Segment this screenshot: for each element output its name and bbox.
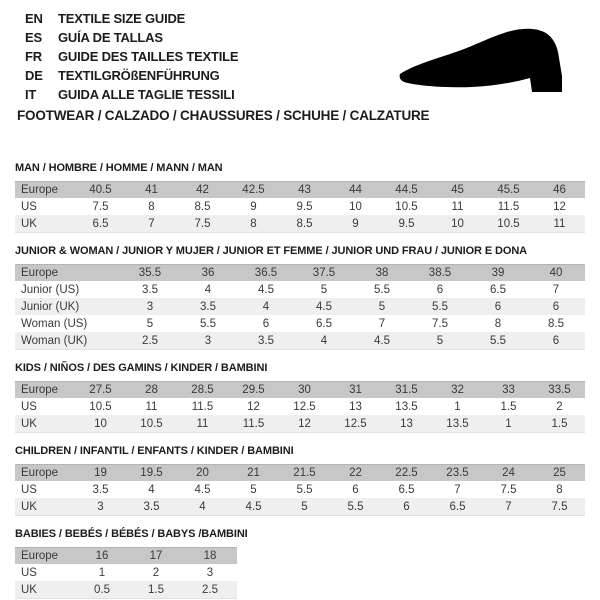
size-cell: 46 — [553, 184, 566, 196]
row-label: US — [21, 400, 37, 413]
size-row — [15, 281, 585, 298]
size-cell: 0.5 — [94, 583, 110, 596]
language-list — [25, 9, 238, 104]
size-row — [15, 298, 585, 315]
size-cell: 4 — [204, 283, 212, 296]
size-cell: 10.5 — [395, 200, 418, 213]
size-cell: 36 — [201, 267, 215, 279]
size-cell: 4.5 — [316, 300, 332, 313]
size-cell: 10 — [94, 417, 107, 430]
size-cell: 20 — [196, 467, 209, 479]
size-cell: 11 — [553, 217, 566, 230]
size-cell: 5.5 — [432, 300, 448, 313]
row-label: Woman (US) — [21, 317, 88, 330]
size-cell: 7.5 — [432, 317, 448, 330]
language-label: GUIDA ALLE TAGLIE TESSILI — [58, 87, 235, 102]
size-cell: 4 — [320, 334, 328, 347]
size-cell: 13 — [349, 400, 362, 413]
size-cell: 3 — [204, 334, 212, 347]
size-table — [15, 381, 585, 433]
size-cell: 4.5 — [374, 334, 390, 347]
size-cell: 3.5 — [258, 334, 274, 347]
size-table-title: MAN / HOMBRE / HOMME / MANN / MAN — [15, 162, 223, 174]
row-label: Europe — [21, 467, 59, 479]
size-cell: 7 — [552, 283, 560, 296]
size-cell: 8 — [556, 483, 563, 496]
size-cell: 31 — [349, 384, 362, 396]
size-cell: 12.5 — [293, 400, 316, 413]
size-cell: 7.5 — [500, 483, 517, 496]
size-cell: 11 — [451, 200, 464, 213]
language-code: IT — [25, 87, 37, 102]
dress-shoe-icon — [392, 26, 572, 106]
size-cell: 6 — [552, 300, 560, 313]
row-label: UK — [21, 417, 37, 430]
size-row — [15, 481, 585, 498]
row-label: Europe — [21, 184, 59, 196]
language-label: GUÍA DE TALLAS — [58, 30, 163, 45]
size-table — [15, 547, 237, 599]
language-label: GUIDE DES TAILLES TEXTILE — [58, 49, 239, 64]
size-cell: 40 — [549, 267, 563, 279]
size-cell: 4 — [148, 483, 155, 496]
language-row-en — [25, 9, 238, 28]
size-cell: 3.5 — [142, 283, 158, 296]
size-cell: 6.5 — [449, 500, 466, 513]
size-cell: 41 — [145, 184, 158, 196]
row-label: Junior (UK) — [21, 300, 80, 313]
size-row — [15, 464, 585, 481]
size-cell: 1 — [98, 566, 106, 579]
size-cell: 42 — [196, 184, 209, 196]
size-cell: 2.5 — [202, 583, 218, 596]
size-cell: 16 — [95, 550, 109, 562]
size-cell: 23.5 — [446, 467, 469, 479]
size-row — [15, 264, 585, 281]
size-cell: 22.5 — [395, 467, 418, 479]
size-cell: 17 — [149, 550, 163, 562]
size-cell: 6 — [352, 483, 359, 496]
size-table-title: JUNIOR & WOMAN / JUNIOR Y MUJER / JUNIOR ET FEMME / JUNIOR UND FRAU / JUNIOR E DONA — [15, 245, 528, 257]
size-cell: 6.5 — [92, 217, 109, 230]
size-cell: 3 — [97, 500, 104, 513]
size-cell: 28.5 — [191, 384, 214, 396]
size-cell: 4.5 — [194, 483, 211, 496]
size-table — [15, 181, 585, 233]
size-cell: 9.5 — [398, 217, 415, 230]
size-cell: 8 — [148, 200, 155, 213]
size-cell: 6.5 — [490, 283, 506, 296]
size-cell: 31.5 — [395, 384, 418, 396]
size-cell: 10.5 — [89, 400, 112, 413]
size-cell: 9 — [250, 200, 257, 213]
size-cell: 7 — [505, 500, 512, 513]
size-cell: 12 — [553, 200, 566, 213]
size-cell: 19.5 — [140, 467, 163, 479]
size-cell: 5.5 — [490, 334, 506, 347]
size-row — [15, 547, 237, 564]
size-cell: 1 — [454, 400, 461, 413]
language-row-it — [25, 85, 238, 104]
size-cell: 12.5 — [344, 417, 367, 430]
size-cell: 5 — [436, 334, 444, 347]
size-cell: 7.5 — [194, 217, 211, 230]
size-cell: 10 — [349, 200, 362, 213]
size-cell: 5 — [301, 500, 308, 513]
size-cell: 13.5 — [446, 417, 469, 430]
size-cell: 3.5 — [200, 300, 216, 313]
size-cell: 1.5 — [551, 417, 568, 430]
size-section-kids — [15, 362, 585, 433]
size-cell: 42.5 — [242, 184, 265, 196]
language-row-es — [25, 28, 238, 47]
size-cell: 21.5 — [293, 467, 316, 479]
size-cell: 13 — [400, 417, 413, 430]
category-heading: FOOTWEAR / CALZADO / CHAUSSURES / SCHUHE / CALZATURE — [17, 108, 430, 123]
row-label: US — [21, 483, 37, 496]
size-section-babies — [15, 528, 585, 599]
size-cell: 45.5 — [497, 184, 520, 196]
size-cell: 44 — [349, 184, 362, 196]
size-cell: 5 — [146, 317, 154, 330]
size-row — [15, 415, 585, 432]
size-cell: 1.5 — [148, 583, 164, 596]
size-cell: 10 — [451, 217, 464, 230]
size-cell: 25 — [553, 467, 566, 479]
size-cell: 5 — [378, 300, 386, 313]
size-cell: 11.5 — [191, 400, 214, 413]
size-cell: 6 — [403, 500, 410, 513]
size-cell: 13.5 — [395, 400, 418, 413]
size-cell: 2 — [556, 400, 563, 413]
size-cell: 27.5 — [89, 384, 112, 396]
size-cell: 39 — [491, 267, 505, 279]
size-row — [15, 564, 237, 581]
size-cell: 32 — [451, 384, 464, 396]
size-cell: 4.5 — [258, 283, 274, 296]
size-cell: 7 — [378, 317, 386, 330]
size-table-title: CHILDREN / INFANTIL / ENFANTS / KINDER / BAMBINI — [15, 445, 294, 457]
size-cell: 8.5 — [296, 217, 313, 230]
size-table-title: BABIES / BEBÉS / BÉBÉS / BABYS /BAMBINI — [15, 528, 248, 540]
size-cell: 12 — [298, 417, 311, 430]
size-cell: 40.5 — [89, 184, 112, 196]
size-cell: 12 — [247, 400, 260, 413]
size-cell: 22 — [349, 467, 362, 479]
row-label: US — [21, 566, 37, 579]
size-table — [15, 264, 585, 350]
row-label: Europe — [21, 384, 59, 396]
row-label: Europe — [21, 267, 59, 279]
row-label: US — [21, 200, 37, 213]
size-cell: 8 — [250, 217, 257, 230]
size-cell: 1.5 — [500, 400, 517, 413]
size-cell: 19 — [94, 467, 107, 479]
row-label: UK — [21, 217, 37, 230]
size-cell: 6.5 — [398, 483, 415, 496]
size-cell: 6 — [436, 283, 444, 296]
size-cell: 28 — [145, 384, 158, 396]
size-cell: 7 — [454, 483, 461, 496]
size-row — [15, 198, 585, 215]
size-cell: 18 — [203, 550, 217, 562]
size-cell: 5.5 — [200, 317, 216, 330]
size-cell: 11 — [196, 417, 209, 430]
size-row — [15, 315, 585, 332]
size-section-children — [15, 445, 585, 516]
language-row-fr — [25, 47, 238, 66]
size-cell: 33 — [502, 384, 515, 396]
language-code: EN — [25, 11, 43, 26]
size-cell: 5 — [320, 283, 328, 296]
size-cell: 4 — [199, 500, 206, 513]
row-label: UK — [21, 500, 37, 513]
size-cell: 29.5 — [242, 384, 265, 396]
size-cell: 11.5 — [242, 417, 265, 430]
size-cell: 6 — [494, 300, 502, 313]
size-cell: 8.5 — [548, 317, 564, 330]
size-cell: 10.5 — [140, 417, 163, 430]
language-code: DE — [25, 68, 43, 83]
size-row — [15, 498, 585, 515]
size-cell: 7.5 — [92, 200, 109, 213]
size-cell: 45 — [451, 184, 464, 196]
size-row — [15, 215, 585, 232]
size-cell: 38.5 — [428, 267, 452, 279]
size-cell: 8 — [494, 317, 502, 330]
size-cell: 9 — [352, 217, 359, 230]
size-cell: 38 — [375, 267, 389, 279]
size-cell: 7.5 — [551, 500, 568, 513]
size-cell: 21 — [247, 467, 260, 479]
row-label: Woman (UK) — [21, 334, 88, 347]
size-table — [15, 464, 585, 516]
size-cell: 2 — [152, 566, 160, 579]
size-section-junior-woman — [15, 245, 585, 350]
row-label: Europe — [21, 550, 59, 562]
row-label: UK — [21, 583, 37, 596]
size-cell: 2.5 — [142, 334, 158, 347]
size-cell: 43 — [298, 184, 311, 196]
size-cell: 36.5 — [254, 267, 278, 279]
size-cell: 30 — [298, 384, 311, 396]
size-cell: 6.5 — [316, 317, 332, 330]
size-cell: 11 — [145, 400, 158, 413]
language-code: ES — [25, 30, 42, 45]
size-cell: 33.5 — [548, 384, 571, 396]
size-cell: 1 — [505, 417, 512, 430]
size-tables — [15, 162, 585, 600]
size-cell: 3 — [146, 300, 154, 313]
size-cell: 5.5 — [347, 500, 364, 513]
size-cell: 4.5 — [245, 500, 262, 513]
size-cell: 37.5 — [312, 267, 336, 279]
size-row — [15, 181, 585, 198]
size-cell: 6 — [552, 334, 560, 347]
size-row — [15, 398, 585, 415]
size-cell: 5.5 — [296, 483, 313, 496]
size-row — [15, 332, 585, 349]
shoe-silhouette-path — [400, 29, 562, 92]
language-code: FR — [25, 49, 42, 64]
language-row-de — [25, 66, 238, 85]
size-cell: 3 — [206, 566, 214, 579]
size-cell: 35.5 — [138, 267, 162, 279]
size-cell: 5 — [250, 483, 257, 496]
language-label: TEXTILE SIZE GUIDE — [58, 11, 186, 26]
language-label: TEXTILGRÖßENFÜHRUNG — [58, 68, 220, 83]
size-table-title: KIDS / NIÑOS / DES GAMINS / KINDER / BAMBINI — [15, 362, 268, 374]
size-cell: 4 — [262, 300, 270, 313]
size-cell: 7 — [148, 217, 155, 230]
size-cell: 44.5 — [395, 184, 418, 196]
size-cell: 3.5 — [143, 500, 160, 513]
size-row — [15, 381, 585, 398]
row-label: Junior (US) — [21, 283, 80, 296]
size-cell: 24 — [502, 467, 515, 479]
size-row — [15, 581, 237, 598]
size-cell: 6 — [262, 317, 270, 330]
size-cell: 9.5 — [296, 200, 313, 213]
size-section-man — [15, 162, 585, 233]
size-cell: 3.5 — [92, 483, 109, 496]
size-cell: 10.5 — [497, 217, 520, 230]
size-cell: 11.5 — [497, 200, 520, 213]
size-cell: 5.5 — [374, 283, 390, 296]
size-cell: 8.5 — [194, 200, 211, 213]
